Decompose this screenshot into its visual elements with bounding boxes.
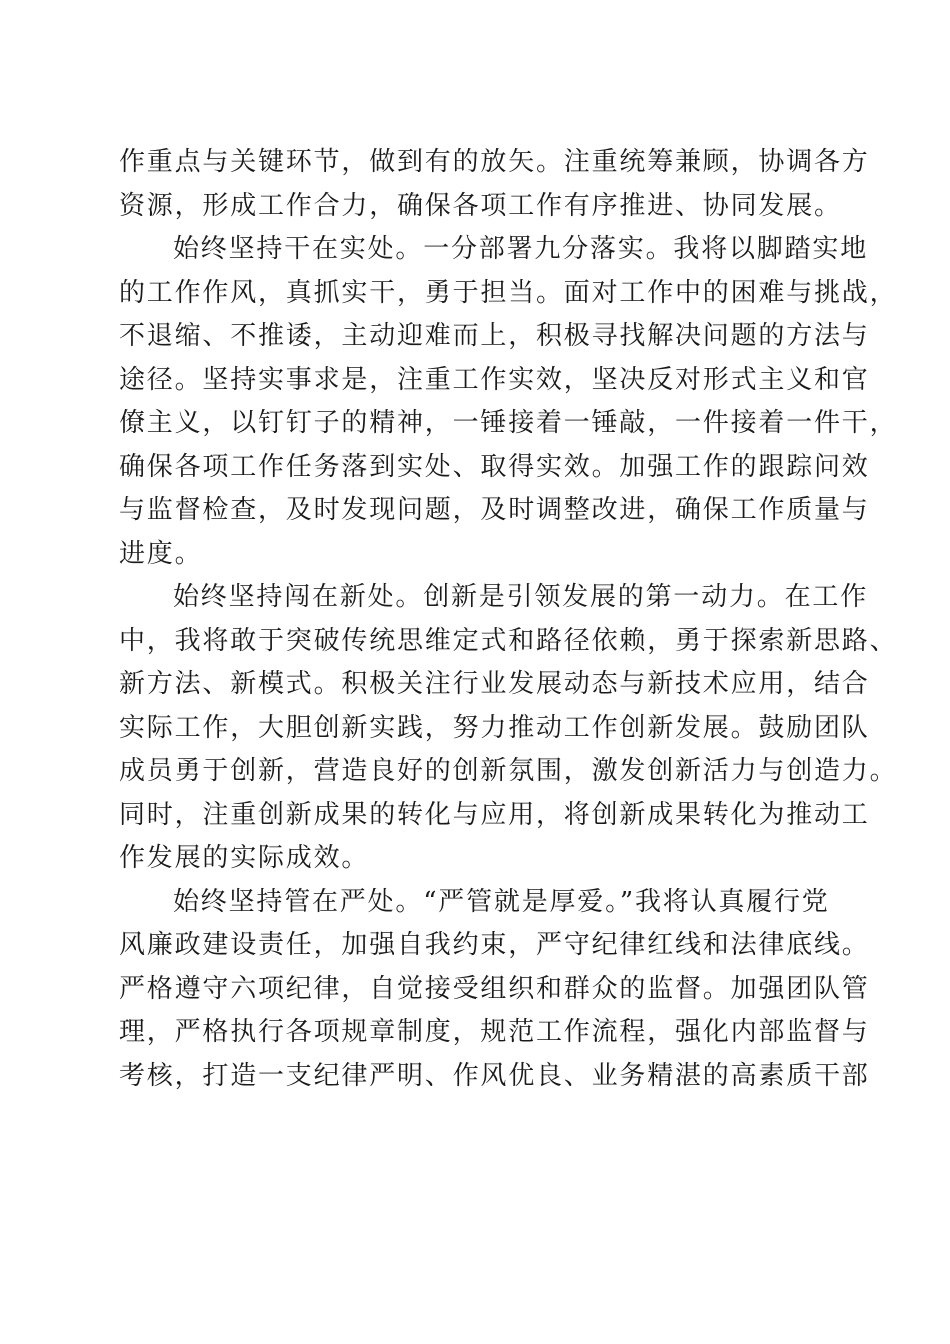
text-line: 成员勇于创新，营造良好的创新氛围，激发创新活力与创造力。 [119, 756, 898, 786]
text-line: 实际工作，大胆创新实践，努力推动工作创新发展。鼓励团队 [119, 712, 870, 743]
text-line: 僚主义，以钉钉子的精神，一锤接着一锤敲，一件接着一件干， [119, 408, 898, 438]
text-line: 不退缩、不推诿，主动迎难而上，积极寻找解决问题的方法与 [119, 321, 870, 351]
text-line: 途径。坚持实事求是，注重工作实效，坚决反对形式主义和官 [119, 364, 870, 395]
text-line: 中，我将敢于突破传统思维定式和路径依赖，勇于探索新思路、 [119, 625, 898, 656]
text-line: 进度。 [119, 538, 203, 569]
paragraph-start-line: 始终坚持干在实处。一分部署九分落实。我将以脚踏实地 [173, 234, 869, 264]
text-line: 严格遵守六项纪律，自觉接受组织和群众的监督。加强团队管 [119, 973, 870, 1004]
document-body [119, 141, 898, 1098]
text-line: 作重点与关键环节，做到有的放矢。注重统筹兼顾，协调各方 [119, 147, 870, 177]
text-line: 与监督检查，及时发现问题，及时调整改进，确保工作质量与 [119, 495, 870, 525]
text-line: 考核，打造一支纪律严明、作风优良、业务精湛的高素质干部 [119, 1060, 870, 1091]
text-line: 同时，注重创新成果的转化与应用，将创新成果转化为推动工 [119, 799, 870, 830]
text-line: 作发展的实际成效。 [119, 843, 370, 873]
paragraph-start-line: 始终坚持闯在新处。创新是引领发展的第一动力。在工作 [173, 582, 869, 612]
text-line: 资源，形成工作合力，确保各项工作有序推进、协同发展。 [119, 190, 842, 221]
text-line: 理，严格执行各项规章制度，规范工作流程，强化内部监督与 [119, 1017, 870, 1047]
text-line: 确保各项工作任务落到实处、取得实效。加强工作的跟踪问效 [119, 451, 870, 482]
text-line: 风廉政建设责任，加强自我约束，严守纪律红线和法律底线。 [119, 930, 870, 960]
text-line: 的工作作风，真抓实干，勇于担当。面对工作中的困难与挑战， [119, 277, 898, 308]
paragraph-start-line: 始终坚持管在严处。“严管就是厚爱。”我将认真履行党 [173, 886, 830, 917]
text-line: 新方法、新模式。积极关注行业发展动态与新技术应用，结合 [119, 669, 870, 699]
